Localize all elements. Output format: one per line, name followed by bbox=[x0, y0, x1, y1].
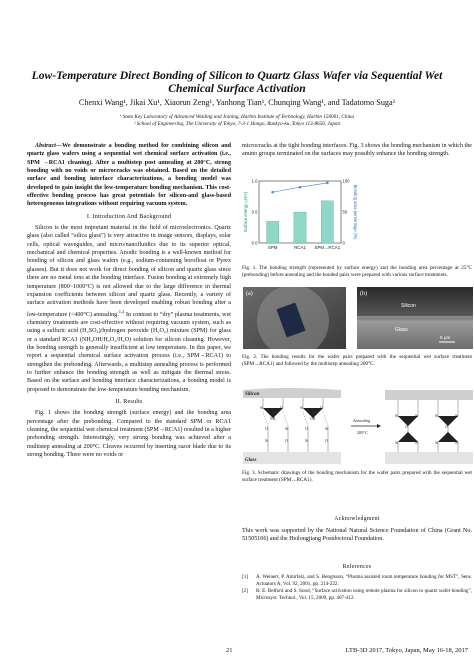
affiliation-2: ² School of Engineering, The University of Tokyo, 7-3-1 Hongo, Bunkyo-ku, Tokyo 113-8656, Japan bbox=[133, 121, 341, 127]
x-tick-label: SPM→RCA1 bbox=[314, 245, 341, 250]
scale-label: 5 μm bbox=[440, 335, 451, 340]
author-list: Chenxi Wang¹, Jikai Xu¹, Xiaorun Zeng¹, Yanhong Tian¹, Chunqing Wang¹, and Tadatomo Suga² bbox=[78, 98, 396, 107]
acknowledgment-heading: Acknowledgment bbox=[334, 516, 380, 522]
silicon-label: Silicon bbox=[245, 392, 260, 397]
silicon-substrate-right bbox=[385, 390, 473, 400]
area-percentage-point bbox=[326, 182, 329, 185]
right-column-text: microcracks at the tight bonding interfaces. Fig. 3 shows the bonding mechanism in which the amino groups terminated on the surfaces may possibly enhance the bonding strength. bbox=[242, 143, 472, 158]
reference-item bbox=[242, 574, 472, 587]
svg-text:Si: Si bbox=[455, 441, 458, 445]
svg-text:O: O bbox=[320, 406, 323, 410]
svg-text:O: O bbox=[265, 427, 268, 431]
molecule-lines-left bbox=[263, 398, 328, 452]
glass-substrate-right bbox=[385, 452, 473, 464]
svg-text:Si: Si bbox=[415, 414, 418, 418]
figure-2-images bbox=[243, 287, 473, 349]
acknowledgment-text: This work was supported by the National Natural Science Foundation of China (Grant No. 51505106) and the Heilongjiang Postdoctoral Foundation. bbox=[242, 528, 472, 543]
annealing-temperature: 200°C bbox=[357, 430, 368, 435]
svg-text:Si: Si bbox=[435, 414, 438, 418]
reference-list bbox=[242, 574, 472, 602]
y-axis-label: Surface energy (J/m²) bbox=[243, 191, 248, 233]
page-number: 21 bbox=[226, 647, 233, 654]
panel-b-label: (b) bbox=[360, 291, 367, 297]
y-tick-label: 0.5 bbox=[251, 209, 258, 215]
section-2-paragraph: Fig. 1 shows the bonding strength (surface energy) and the bonding area percentage after the prebonding. Compared to the standard SPM or RCA1 cleaning, the sequential wet chemical treatment (SPM→RCA1) resulted in a higher prebonding strength. Interestingly, very strong bonding was achieved after a multistep annealing at 200°C. Cleaves occurred by inserting razor blade due to its strong bonding. There were no voids or bbox=[27, 410, 231, 459]
citation: 1,2 bbox=[118, 308, 125, 314]
svg-text:O: O bbox=[405, 425, 408, 429]
svg-text:Si: Si bbox=[325, 427, 328, 431]
references-heading: References bbox=[342, 564, 372, 570]
svg-text:Si: Si bbox=[455, 414, 458, 418]
annealing-label: Annealing bbox=[353, 418, 371, 423]
section-1-paragraph bbox=[27, 224, 231, 394]
y2-tick-label: 50 bbox=[342, 209, 348, 215]
svg-text:O: O bbox=[280, 406, 283, 410]
section-1-text-a: Silicon is the most important material in the field of microelectronics. Quartz glass (also called “silica glass”) is very attractive in image sensors, displays, solar cells, optical waveguides, and micro/nanofluidics due to its superior optical, mechanical and chemical properties. Anodic bonding is a well-known method for bonding of silicon and glass wafers (e.g., sodium-containing borofloat or Pyrex glasses). But it does not work for direct bonding of silicon and quartz glass since there are no metal ions at the bonding interface. Fusion bonding at extremely high temperature (800~1000°C) is not allowed due to the large difference in thermal expansion coefficients between silicon and quartz glass. Recently, a variety of surface activation methods have been developed enabling robust bonding after a low-temperature (<400°C) annealing. bbox=[27, 225, 231, 318]
svg-text:Si: Si bbox=[300, 406, 303, 410]
paper-title: Low-Temperature Direct Bonding of Silicon to Quartz Glass Wafer via Sequential Wet Chemical Surface Activation bbox=[31, 69, 443, 95]
svg-text:Si: Si bbox=[305, 439, 308, 443]
y2-tick-label: 100 bbox=[342, 178, 350, 184]
glass-substrate-left bbox=[243, 452, 341, 464]
reference-text: A. Weinert, P. Amirfeiz, and S. Bengtsson, “Plasma assisted room temperature bonding for MST”, Sens. Actuators A, Vol. 92, 2001, pp. 214-222. bbox=[256, 574, 472, 587]
silicon-layer-label: Silicon bbox=[401, 303, 416, 309]
photo-b bbox=[357, 287, 473, 349]
abstract-label: Abstract bbox=[35, 143, 56, 149]
svg-text:OH: OH bbox=[310, 417, 316, 421]
left-column bbox=[27, 142, 231, 459]
panel-a-label: (a) bbox=[246, 291, 253, 297]
conference-footer: LTB-3D 2017, Tokyo, Japan, May 16-18, 2017 bbox=[345, 647, 468, 654]
svg-text:Si: Si bbox=[260, 406, 263, 410]
svg-text:O: O bbox=[305, 427, 308, 431]
y-tick-label: 1.0 bbox=[251, 178, 258, 184]
svg-text:Si: Si bbox=[415, 441, 418, 445]
svg-text:Si: Si bbox=[265, 439, 268, 443]
reference-item bbox=[242, 588, 472, 601]
section-1-heading: I. Introduction And Background bbox=[86, 213, 172, 220]
bar-SPM→RCA1 bbox=[321, 201, 333, 243]
bar-SPM bbox=[267, 221, 279, 243]
figure-1-caption: Fig. 1. The bonding strength (represented by surface energy) and the bonding area percentage at 25°C (prebonding) before annealing and the bonded pairs were prepared with various surface treatments. bbox=[242, 265, 472, 278]
y2-tick-label: 0 bbox=[342, 240, 345, 246]
svg-text:Si: Si bbox=[435, 441, 438, 445]
abstract-text: —We demonstrate a bonding method for combining silicon and quartz glass wafers using a sequential wet chemical surface activation (i.e., SPM →RCA1 cleaning). After a multistep post annealing at 200°C, strong bonding with no voids or microcracks was obtained. Based on the detailed surface and bonding interface characterizations, a bonding model was developed to gain insight the low-temperature bonding mechanism. This cost-effective bonding process has great potentials for silicon-and glass-based heterogeneous integrations without requiring vacuum system. bbox=[27, 143, 231, 208]
y2-axis-label: Bonding area percentage (%) bbox=[353, 184, 358, 240]
reference-number: [2] bbox=[242, 588, 248, 594]
svg-text:O: O bbox=[445, 425, 448, 429]
figure-1-chart bbox=[242, 178, 358, 260]
reference-number: [1] bbox=[242, 574, 248, 580]
arrow-head bbox=[377, 424, 381, 428]
svg-text:Si: Si bbox=[395, 441, 398, 445]
glass-layer-label: Glass bbox=[395, 327, 408, 333]
bar-RCA1 bbox=[294, 212, 306, 243]
svg-text:O: O bbox=[285, 439, 288, 443]
svg-text:NH₂: NH₂ bbox=[270, 417, 277, 421]
x-tick-label: RCA1 bbox=[294, 245, 306, 250]
area-percentage-point bbox=[271, 191, 274, 194]
reference-text: R. E. Belford and S. Sood, “Surface activation using remote plasma for silicon to quartz wafer bonding”, Microsyst. Technol., Vol. 15, 2009, pp. 407-412. bbox=[256, 588, 472, 601]
x-tick-label: SPM bbox=[267, 245, 278, 250]
svg-text:O: O bbox=[325, 439, 328, 443]
abstract bbox=[27, 142, 231, 209]
glass-label: Glass bbox=[245, 458, 257, 463]
svg-text:Si: Si bbox=[395, 414, 398, 418]
y-tick-label: 0.0 bbox=[251, 240, 258, 246]
section-1-text-b: In contrast to “dry” plasma treatments, wet chemistry treatments are cost-effective without requiring vacuum system, such as using a sulfuric acid (H₂SO₄)/hydrogen peroxide (H₂O₂) mixture (SPM) for glass or a standard RCA1 (NH₄OH/H₂O₂/H₂O) solution for silicon cleaning. However, the bonding strength is generally insufficient at low temperature. In this paper, we report a sequential chemical surface activation process (i.e., SPM→RCA1) to strengthen the prebonding. Afterwards, a multistep annealing process is performed to further enhance the bonding strength as well as mitigate the thermal stress. Based on the surface and bonding interface characterizations, a bonding model is proposed to demonstrate the low-temperature bonding mechanism. bbox=[27, 311, 231, 393]
figure-2-caption: Fig. 2. The bonding results for the wafer pairs prepared with the sequential wet surface treatment (SPM→RCA1) and followed by the multistep annealing 200°C. bbox=[242, 354, 472, 367]
affiliation-1: ¹ State Key Laboratory of Advanced Welding and Joining, Harbin Institute of Technology, Harbin 150001, China bbox=[119, 114, 355, 120]
section-2-heading: II. Results bbox=[115, 399, 143, 405]
area-percentage-point bbox=[299, 186, 302, 189]
figure-3-schematic bbox=[243, 386, 473, 466]
svg-text:Si: Si bbox=[285, 427, 288, 431]
figure-3-caption: Fig. 3. Schematic drawings of the bonding mechanism for the wafer pairs prepared with the sequential wet surface treatment (SPM→RCA1). bbox=[242, 470, 472, 483]
